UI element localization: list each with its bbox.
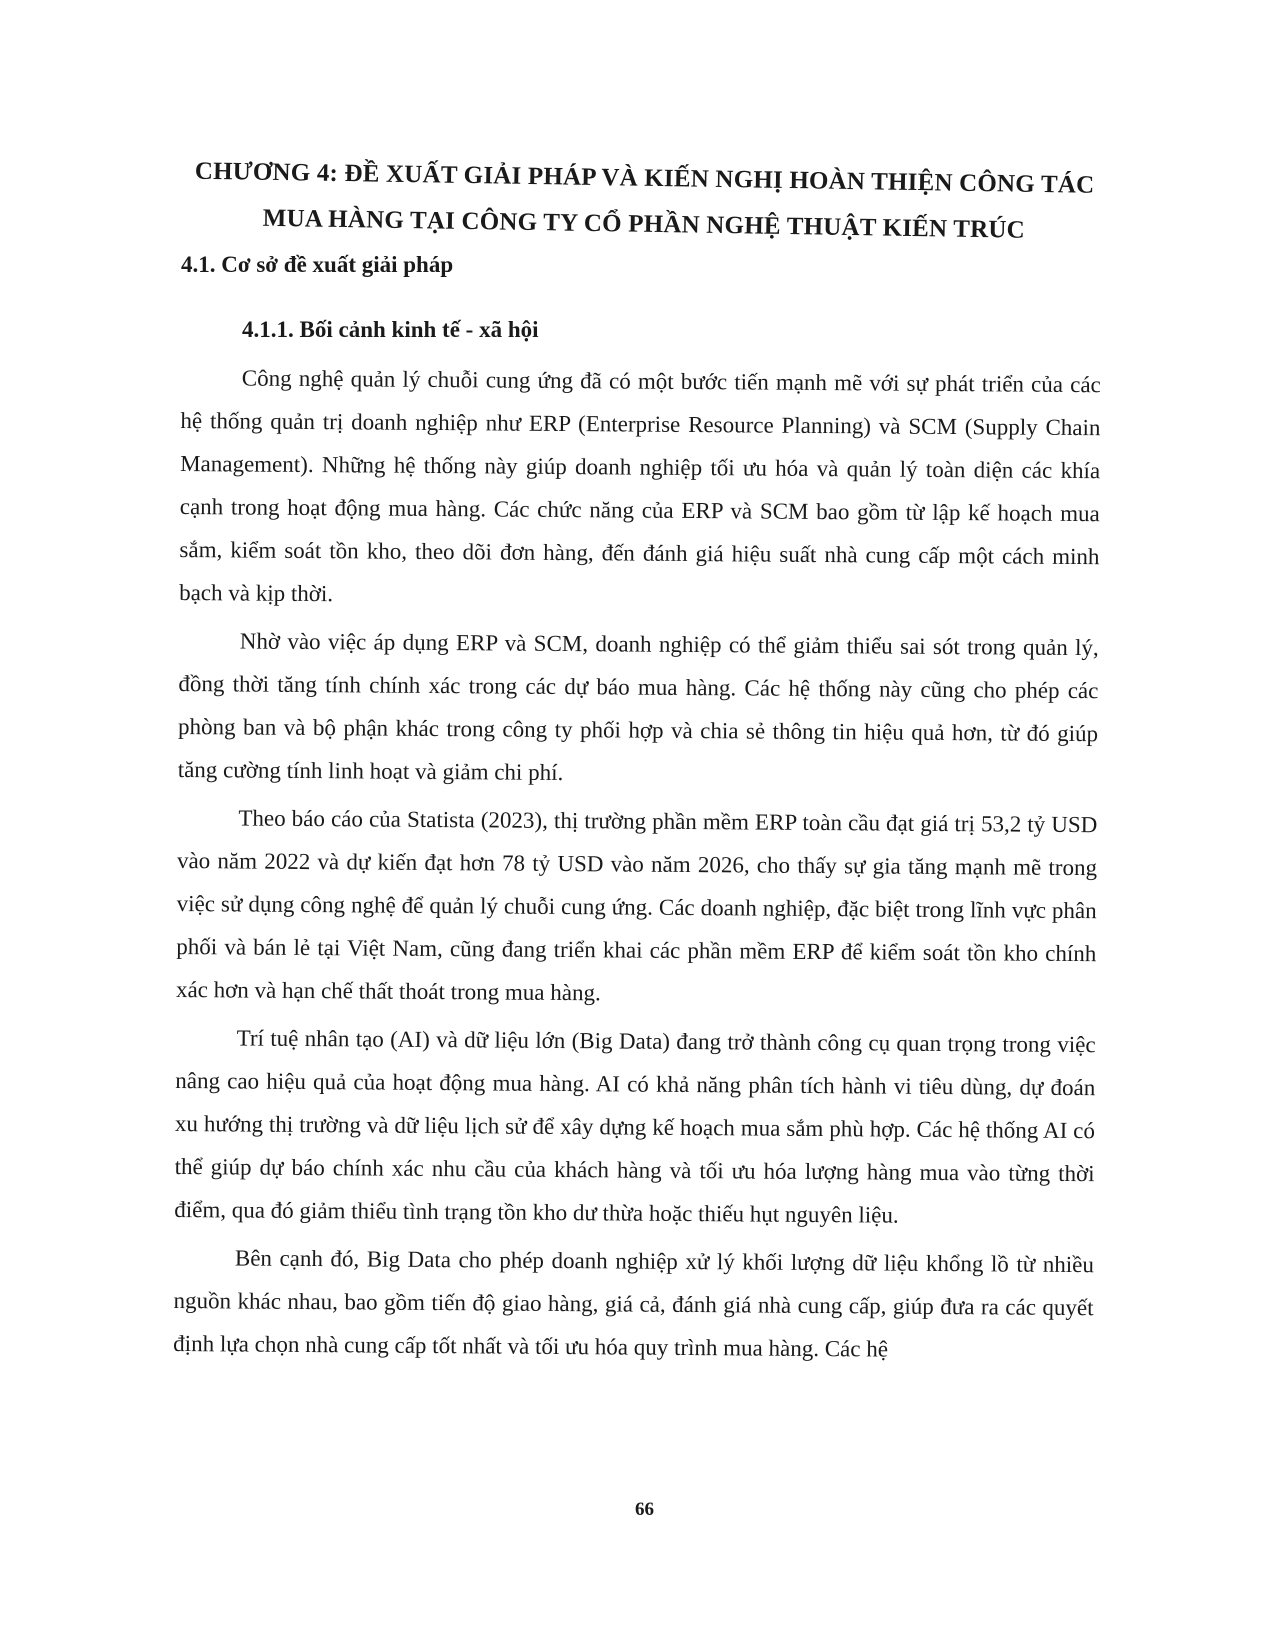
page-number: 66 (635, 1499, 654, 1520)
paragraph: Trí tuệ nhân tạo (AI) và dữ liệu lớn (Big Data) đang trở thành công cụ quan trọng trong việc nâng cao hiệu quả của hoạt động mua hàng. AI có khả năng phân tích hành vi tiêu dùng, dự đoán xu hướng thị trường và dữ liệu lịch sử để xây dựng kế hoạch mua sắm phù hợp. Các hệ thống AI có thể giúp dự báo chính xác nhu cầu của khách hàng và tối ưu hóa lượng hàng mua vào từng thời điểm, qua đó giảm thiểu tình trạng tồn kho dư thừa hoặc thiếu hụt nguyên liệu. (174, 1025, 1096, 1228)
paragraph: Theo báo cáo của Statista (2023), thị trường phần mềm ERP toàn cầu đạt giá trị 53,2 tỷ USD vào năm 2022 và dự kiến đạt hơn 78 tỷ USD vào năm 2026, cho thấy sự gia tăng mạnh mẽ trong việc sử dụng công nghệ để quản lý chuỗi cung ứng. Các doanh nghiệp, đặc biệt trong lĩnh vực phân phối và bán lẻ tại Việt Nam, cũng đang triển khai các phần mềm ERP để kiểm soát tồn kho chính xác hơn và hạn chế thất thoát trong mua hàng. (175, 805, 1098, 1006)
paragraph: Bên cạnh đó, Big Data cho phép doanh nghiệp xử lý khối lượng dữ liệu khổng lồ từ nhiều nguồn khác nhau, bao gồm tiến độ giao hàng, giá cả, đánh giá nhà cung cấp, giúp đưa ra các quyết định lựa chọn nhà cung cấp tốt nhất và tối ưu hóa quy trình mua hàng. Các hệ (173, 1245, 1094, 1362)
body-text (173, 356, 1101, 1377)
chapter-title (149, 148, 1140, 256)
paragraph: Nhờ vào việc áp dụng ERP và SCM, doanh nghiệp có thể giảm thiểu sai sót trong quản lý, đồng thời tăng tính chính xác trong các dự báo mua hàng. Các hệ thống này cũng cho phép các phòng ban và bộ phận khác trong công ty phối hợp và chia sẻ thông tin hiệu quả hơn, từ đó giúp tăng cường tính linh hoạt và giảm chi phí. (177, 628, 1099, 786)
chapter-title-line-2: MUA HÀNG TẠI CÔNG TY CỔ PHẦN NGHỆ THUẬT KIẾN TRÚC (262, 204, 1026, 244)
chapter-title-line-1: CHƯƠNG 4: ĐỀ XUẤT GIẢI PHÁP VÀ KIẾN NGHỊ HOÀN THIỆN CÔNG TÁC (194, 157, 1095, 199)
paragraph: Công nghệ quản lý chuỗi cung ứng đã có một bước tiến mạnh mẽ với sự phát triển của các hệ thống quản trị doanh nghiệp như ERP (Enterprise Resource Planning) và SCM (Supply Chain Management). Những hệ thống này giúp doanh nghiệp tối ưu hóa và quản lý toàn diện các khía cạnh trong hoạt động mua hàng. Các chức năng của ERP và SCM bao gồm từ lập kế hoạch mua sắm, kiểm soát tồn kho, theo dõi đơn hàng, đến đánh giá hiệu suất nhà cung cấp một cách minh bạch và kịp thời. (179, 365, 1101, 607)
section-heading: 4.1. Cơ sở đề xuất giải pháp (181, 252, 454, 277)
subsection-heading: 4.1.1. Bối cảnh kinh tế - xã hội (242, 317, 539, 342)
